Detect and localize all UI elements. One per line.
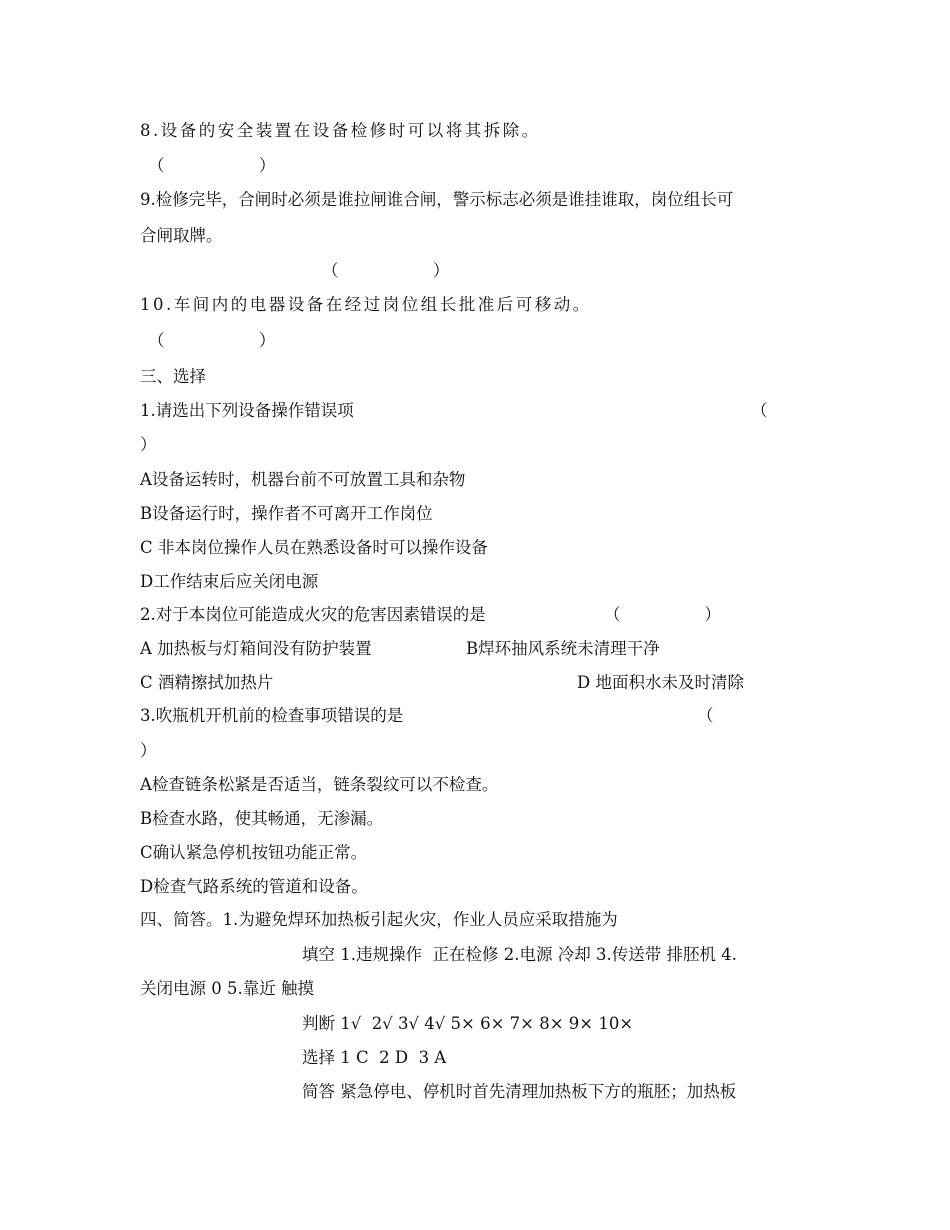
choice-1-option-c: C 非本岗位操作人员在熟悉设备时可以操作设备: [140, 538, 488, 557]
choice-3-text: 3.吹瓶机开机前的检查事项错误的是: [140, 706, 404, 725]
question-9-text-line-2: 合闸取牌。: [140, 226, 223, 245]
question-9-text-line-1: 9.检修完毕，合闸时必须是谁拉闸谁合闸，警示标志必须是谁挂谁取，岗位组长可: [140, 190, 734, 209]
choice-3-paren-open: （: [697, 706, 714, 725]
choice-2-option-d: D 地面积水未及时清除: [577, 673, 744, 692]
question-10-text: 10.车间内的电器设备在经过岗位组长批准后可移动。: [140, 295, 592, 314]
section-choice-heading: 三、选择: [140, 367, 206, 386]
choice-3-option-b: B检查水路，使其畅通，无渗漏。: [140, 809, 384, 828]
question-8-blank: （ ）: [148, 156, 276, 175]
choice-2-option-b: B焊环抽风系统未清理干净: [466, 639, 660, 658]
answers-fill-line-2: 关闭电源 0 5.靠近 触摸: [140, 979, 314, 998]
choice-1-paren-open: （: [751, 401, 768, 420]
choice-1-option-d: D工作结束后应关闭电源: [140, 572, 319, 591]
choice-3-paren-close: ）: [140, 741, 157, 760]
answers-short-line: 简答 紧急停电、停机时首先清理加热板下方的瓶胚；加热板: [302, 1082, 737, 1101]
question-10-blank: （ ）: [148, 331, 276, 350]
choice-2-blank: （ ）: [604, 605, 721, 624]
choice-3-option-d: D检查气路系统的管道和设备。: [140, 877, 368, 896]
choice-1-text: 1.请选出下列设备操作错误项: [140, 401, 354, 420]
choice-3-option-c: C确认紧急停机按钮功能正常。: [140, 843, 368, 862]
choice-2-option-a: A 加热板与灯箱间没有防护装置: [140, 639, 372, 658]
choice-1-option-a: A设备运转时，机器台前不可放置工具和杂物: [140, 470, 466, 489]
question-8-text: 8.设备的安全装置在设备检修时可以将其拆除。: [140, 121, 541, 140]
answers-judge-line: 判断 1√ 2√ 3√ 4√ 5× 6× 7× 8× 9× 10×: [302, 1014, 634, 1033]
question-9-blank: （ ）: [322, 261, 450, 280]
choice-2-text: 2.对于本岗位可能造成火灾的危害因素错误的是: [140, 605, 486, 624]
choice-1-paren-close: ）: [140, 435, 157, 454]
section-short-answer-heading: 四、简答。1.为避免焊环加热板引起火灾，作业人员应采取措施为: [140, 910, 618, 929]
choice-3-option-a: A检查链条松紧是否适当，链条裂纹可以不检查。: [140, 775, 499, 794]
choice-2-option-c: C 酒精擦拭加热片: [140, 673, 274, 692]
choice-1-option-b: B设备运行时，操作者不可离开工作岗位: [140, 504, 433, 523]
answers-choice-line: 选择 1 C 2 D 3 A: [302, 1048, 447, 1067]
answers-fill-line-1: 填空 1.违规操作 正在检修 2.电源 冷却 3.传送带 排胚机 4.: [302, 945, 737, 964]
